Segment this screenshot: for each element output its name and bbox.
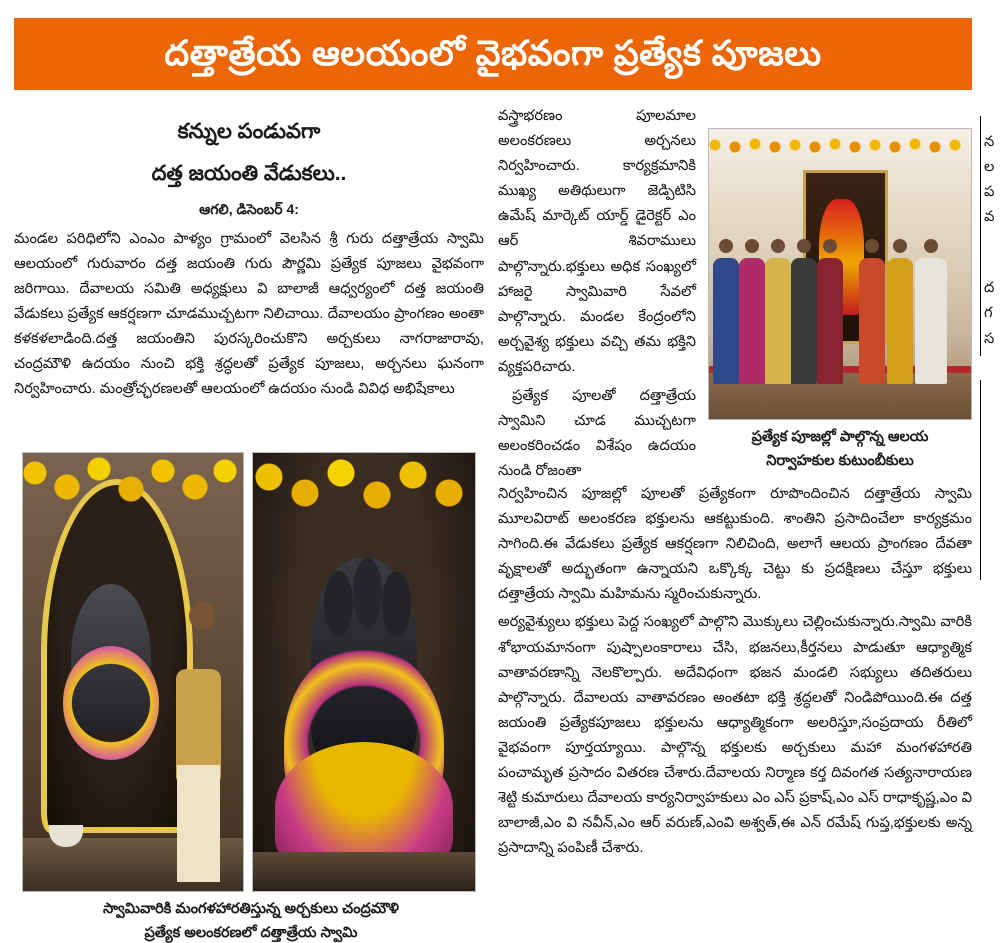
decorated-idol-photo xyxy=(252,452,476,892)
devotee-head xyxy=(823,239,837,253)
left-column-text: మండల పరిధిలోని ఎంఎం పాళ్యం గ్రామంలో వెలసిన శ్రీ గురు దత్తాత్రేయ స్వామి ఆలయంలో గురువారం దత్త జయంతి గురు పౌర్ణమి ప్రత్యేక పూజలు వైభవంగా జరిగాయి. దేవాలయ సమితి అధ్యక్షులు వి బాలాజీ ఆధ్వర్యంలో దత్త జయంతి వేడుకలు ప్రత్యేక ఆకర్షణగా చూడముచ్చటగా నిలిచాయి. దేవాలయం ప్రాంగణం అంతా కళకళలాడింది.దత్త జయంతిని పురస్కరించుకొని అర్చకులు నాగరాజారావు, చంద్రమౌళి ఉదయం నుంచి భక్తి శ్రద్ధలతో ప్రత్యేక పూజలు, అర్చనలు ఘనంగా నిర్వహించారు. మంత్రోచ్ఛరణలతో ఆలయంలో ఉదయం నుండి వివిధ అభిషేకాలు xyxy=(14,230,484,398)
wide-column-text-2: అర్యవైశ్యులు భక్తులు పెద్ద సంఖ్యలో పాల్గొని మొక్కులు చెల్లించుకున్నారు.స్వామి వారికి శోభాయమానంగా పుష్పాలంకారాలు చేసి, భజనలు,కీర్తనలు పాడుతూ ఆధ్యాత్మిక వాతావరణాన్ని నెలకొల్పారు. అదేవిధంగా భజన మండలి సభ్యులు తదితరులు పాల్గొన్నారు. దేవాలయ వాతావరణం అంతటా భక్తి శ్రద్ధలతో నిండిపోయింది.ఈ దత్త జయంతి ప్రత్యేకపూజలు భక్తులను ఆధ్యాత్మికంగా అలరిస్తూ,సంప్రదాయ రీతిలో వైభవంగా పూర్తయ్యాయి. పాల్గొన్న భక్తులకు అర్చకులు మహా మంగళహారతి పంచామృత ప్రసాదం వితరణ చేశారు.దేవాలయ నిర్మాణ కర్త దివంగత సత్యనారాయణ శెట్టి కుమారులు దేవాలయ కార్యనిర్వాహకులు ఎం ఎస్ ప్రకాష్,ఎం ఎస్ రాధాకృష్ణ,ఎం వి బాలాజీ,ఎం వి నవీన్,ఎం ఆర్ వరుణ్,ఎంవి అశ్వత్,ఈ ఎన్ రమేష్ గుప్త,భక్తులకు అన్న ప్రసాదాన్ని పంపిణీ చేశారు. xyxy=(498,614,972,857)
devotee-body xyxy=(713,258,739,385)
column-divider-bottom xyxy=(980,380,981,580)
idol-face-left xyxy=(382,571,411,637)
wide-column-text: నిర్వహించిన పూజల్లో పూలతో ప్రత్యేకంగా రూపొందించిన దత్తాత్రేయ స్వామి మూలవిరాట్ అలంకరణ భక్తులను ఆకట్టుకుంది. శాంతిని ప్రసాదించేలా కార్యక్రమం సాగింది.ఈ వేడుకలు ప్రత్యేక ఆకర్షణగా నిలిచింది, అలాగే ఆలయ ప్రాంగణం దేవతా వృక్షాలతో అద్భుతంగా ఉన్నాయని ఒక్కొక్క చెట్టు కు ప్రదక్షిణలు చేస్తూ భక్తులు దత్తాత్రేయ స్వామి మహిమను స్మరించుకున్నారు. xyxy=(498,486,972,603)
edge-text-line: గ xyxy=(984,305,993,322)
devotee-body xyxy=(765,258,791,385)
devotee-crowd xyxy=(709,233,971,384)
priest-head xyxy=(189,602,215,630)
article-dateline: ఆగలి, డిసెంబర్ 4: xyxy=(199,200,299,217)
priest-figure xyxy=(173,602,230,882)
article-subhead-line2: దత్త జయంతి వేడుకలు.. xyxy=(151,162,347,186)
edge-text-line: న xyxy=(984,134,995,150)
middle-column-text: వస్త్రాభరణం పూలమాల అలంకరణలు అర్చనలు నిర్వహించారు. కార్యక్రమానికి ముఖ్య అతిథులుగా జెడ్పిటిసి ఉమేష్ మార్కెట్ యార్డ్ డైరెక్టర్ ఎం ఆర్ శివరాములు పాల్గొన్నారు.భక్తులు అధిక సంఖ్యలో హాజరై స్వామివారి సేవలో పాల్గొన్నారు. మండల కేంద్రంలోని అర్చవైశ్య భక్తులు వచ్చి తమ భక్తిని వ్యక్తపరిచారు. xyxy=(498,108,696,375)
article-body xyxy=(14,104,972,941)
temple-devotees-photo-art xyxy=(709,129,971,419)
devotee-figure xyxy=(859,233,885,384)
edge-text-line: ద xyxy=(984,280,995,297)
adjacent-article-sliver xyxy=(984,0,1002,912)
decorated-idol-photo-art xyxy=(253,453,475,891)
left-photo-caption xyxy=(18,896,484,943)
right-photo-caption-line2: నిర్వాహకుల కుటుంబీకులు xyxy=(766,452,914,469)
devotee-figure xyxy=(765,233,791,384)
right-photo-caption-line1: ప్రత్యేక పూజల్లో పాల్గొన్న ఆలయ xyxy=(751,429,929,445)
idol-flower-garland xyxy=(63,646,160,760)
right-photo-caption xyxy=(708,424,972,471)
wide-column xyxy=(498,482,972,861)
devotee-head xyxy=(924,239,938,253)
devotee-body xyxy=(915,258,947,385)
article-subhead-line1: కన్నుల పండువగా xyxy=(177,120,321,143)
devotee-head xyxy=(797,239,811,253)
edge-text-line: స xyxy=(984,330,995,347)
devotee-head xyxy=(719,239,733,253)
idol-face-right xyxy=(324,571,353,637)
sanctum-floor xyxy=(253,852,475,891)
edge-text-line: వ xyxy=(984,209,995,226)
devotee-figure xyxy=(915,233,947,384)
marigold-canopy xyxy=(253,453,475,539)
devotee-head xyxy=(865,239,879,253)
idol-face-center xyxy=(353,558,382,628)
priest-dhoti xyxy=(177,765,219,883)
page-title: దత్తాత్రేయ ఆలయంలో వైభవంగా ప్రత్యేక పూజలు xyxy=(164,33,822,73)
devotee-body xyxy=(817,258,843,385)
devotee-figure xyxy=(713,233,739,384)
devotee-figure xyxy=(791,233,817,384)
devotee-figure xyxy=(739,233,765,384)
masthead-banner xyxy=(14,18,972,90)
devotee-head xyxy=(745,239,759,253)
ceiling-garland xyxy=(709,137,971,153)
column-divider-top xyxy=(980,116,981,356)
marigold-garland-decoration xyxy=(23,453,243,525)
devotee-figure xyxy=(817,233,843,384)
priest-aarti-photo xyxy=(22,452,244,892)
priest-aarti-photo-art xyxy=(23,453,243,891)
left-photo-caption-line2: ప్రత్యేక అలంకరణలో దత్తాత్రేయ స్వామి xyxy=(144,924,358,941)
middle-column-text-2: ప్రత్యేక పూలతో దత్తాత్రేయ స్వామిని చూడ ముచ్చటగా అలంకరించడం విశేషం ఉదయం నుండి రోజంతా xyxy=(498,388,696,480)
devotee-body xyxy=(887,258,913,385)
middle-column xyxy=(498,104,696,484)
devotee-body xyxy=(739,258,765,385)
devotee-body xyxy=(791,258,817,385)
left-photo-caption-line1: స్వామివారికి మంగళహారతిస్తున్న అర్చకులు చంద్రమౌళి xyxy=(103,901,399,917)
left-column xyxy=(14,104,484,402)
devotee-head xyxy=(893,239,907,253)
temple-devotees-photo xyxy=(708,128,972,420)
edge-text-line: ప xyxy=(984,184,995,201)
devotee-figure xyxy=(887,233,913,384)
devotee-head xyxy=(771,239,785,253)
devotee-body xyxy=(859,258,885,385)
edge-text-line: ల xyxy=(984,159,995,176)
